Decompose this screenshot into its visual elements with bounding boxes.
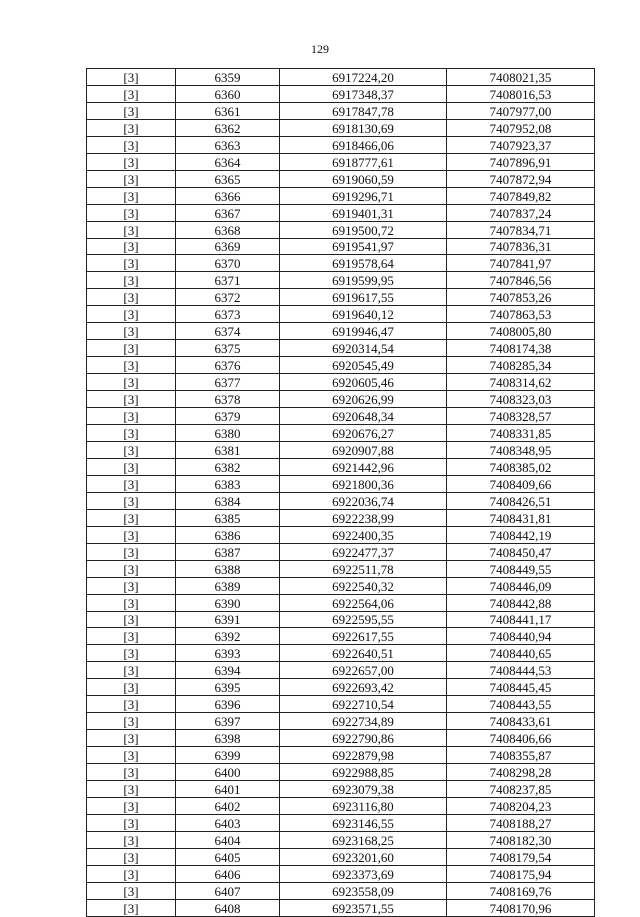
y-coordinate-cell: 7408237,85 — [447, 781, 595, 798]
row-reference-cell: [3] — [87, 611, 176, 628]
point-number-cell: 6362 — [176, 119, 280, 136]
x-coordinate-cell: 6919640,12 — [280, 306, 447, 323]
y-coordinate-cell: 7407849,82 — [447, 187, 595, 204]
table-row — [87, 611, 595, 628]
table-row — [87, 526, 595, 543]
row-reference-cell: [3] — [87, 764, 176, 781]
point-number-cell: 6390 — [176, 594, 280, 611]
y-coordinate-cell: 7408450,47 — [447, 543, 595, 560]
table-row — [87, 848, 595, 865]
x-coordinate-cell: 6922511,78 — [280, 560, 447, 577]
table-row — [87, 374, 595, 391]
point-number-cell: 6401 — [176, 781, 280, 798]
x-coordinate-cell: 6920907,88 — [280, 441, 447, 458]
x-coordinate-cell: 6922238,99 — [280, 509, 447, 526]
y-coordinate-cell: 7408204,23 — [447, 797, 595, 814]
row-reference-cell: [3] — [87, 85, 176, 102]
y-coordinate-cell: 7407872,94 — [447, 170, 595, 187]
point-number-cell: 6400 — [176, 764, 280, 781]
x-coordinate-cell: 6921800,36 — [280, 475, 447, 492]
x-coordinate-cell: 6919500,72 — [280, 221, 447, 238]
table-row — [87, 560, 595, 577]
row-reference-cell: [3] — [87, 781, 176, 798]
point-number-cell: 6404 — [176, 831, 280, 848]
x-coordinate-cell: 6922540,32 — [280, 577, 447, 594]
y-coordinate-cell: 7408169,76 — [447, 882, 595, 899]
table-row — [87, 865, 595, 882]
row-reference-cell: [3] — [87, 340, 176, 357]
point-number-cell: 6388 — [176, 560, 280, 577]
y-coordinate-cell: 7407841,97 — [447, 255, 595, 272]
point-number-cell: 6381 — [176, 441, 280, 458]
y-coordinate-cell: 7408179,54 — [447, 848, 595, 865]
y-coordinate-cell: 7408385,02 — [447, 458, 595, 475]
row-reference-cell: [3] — [87, 475, 176, 492]
y-coordinate-cell: 7408182,30 — [447, 831, 595, 848]
point-number-cell: 6363 — [176, 136, 280, 153]
point-number-cell: 6378 — [176, 391, 280, 408]
point-number-cell: 6368 — [176, 221, 280, 238]
point-number-cell: 6383 — [176, 475, 280, 492]
y-coordinate-cell: 7408188,27 — [447, 814, 595, 831]
row-reference-cell: [3] — [87, 306, 176, 323]
table-row — [87, 662, 595, 679]
y-coordinate-cell: 7408328,57 — [447, 408, 595, 425]
table-row — [87, 492, 595, 509]
x-coordinate-cell: 6922564,06 — [280, 594, 447, 611]
y-coordinate-cell: 7408323,03 — [447, 391, 595, 408]
y-coordinate-cell: 7408355,87 — [447, 747, 595, 764]
table-row — [87, 645, 595, 662]
row-reference-cell: [3] — [87, 509, 176, 526]
table-row — [87, 747, 595, 764]
row-reference-cell: [3] — [87, 831, 176, 848]
point-number-cell: 6399 — [176, 747, 280, 764]
y-coordinate-cell: 7408449,55 — [447, 560, 595, 577]
point-number-cell: 6377 — [176, 374, 280, 391]
x-coordinate-cell: 6919599,95 — [280, 272, 447, 289]
row-reference-cell: [3] — [87, 628, 176, 645]
row-reference-cell: [3] — [87, 238, 176, 255]
row-reference-cell: [3] — [87, 408, 176, 425]
table-row — [87, 323, 595, 340]
row-reference-cell: [3] — [87, 204, 176, 221]
row-reference-cell: [3] — [87, 119, 176, 136]
point-number-cell: 6365 — [176, 170, 280, 187]
x-coordinate-cell: 6923146,55 — [280, 814, 447, 831]
x-coordinate-cell: 6923116,80 — [280, 797, 447, 814]
row-reference-cell: [3] — [87, 848, 176, 865]
point-number-cell: 6367 — [176, 204, 280, 221]
point-number-cell: 6384 — [176, 492, 280, 509]
point-number-cell: 6371 — [176, 272, 280, 289]
point-number-cell: 6385 — [176, 509, 280, 526]
table-row — [87, 713, 595, 730]
y-coordinate-cell: 7408440,94 — [447, 628, 595, 645]
x-coordinate-cell: 6920314,54 — [280, 340, 447, 357]
y-coordinate-cell: 7408433,61 — [447, 713, 595, 730]
y-coordinate-cell: 7407896,91 — [447, 153, 595, 170]
y-coordinate-cell: 7408331,85 — [447, 425, 595, 442]
row-reference-cell: [3] — [87, 814, 176, 831]
row-reference-cell: [3] — [87, 747, 176, 764]
x-coordinate-cell: 6919060,59 — [280, 170, 447, 187]
table-row — [87, 136, 595, 153]
table-row — [87, 628, 595, 645]
x-coordinate-cell: 6923373,69 — [280, 865, 447, 882]
table-row — [87, 764, 595, 781]
row-reference-cell: [3] — [87, 797, 176, 814]
y-coordinate-cell: 7407846,56 — [447, 272, 595, 289]
table-row — [87, 102, 595, 119]
x-coordinate-cell: 6922400,35 — [280, 526, 447, 543]
y-coordinate-cell: 7408444,53 — [447, 662, 595, 679]
x-coordinate-cell: 6922879,98 — [280, 747, 447, 764]
table-row — [87, 425, 595, 442]
table-row — [87, 306, 595, 323]
x-coordinate-cell: 6922595,55 — [280, 611, 447, 628]
x-coordinate-cell: 6920626,99 — [280, 391, 447, 408]
y-coordinate-cell: 7408441,17 — [447, 611, 595, 628]
y-coordinate-cell: 7407977,00 — [447, 102, 595, 119]
table-row — [87, 577, 595, 594]
row-reference-cell: [3] — [87, 391, 176, 408]
table-row — [87, 458, 595, 475]
table-row — [87, 153, 595, 170]
row-reference-cell: [3] — [87, 357, 176, 374]
row-reference-cell: [3] — [87, 492, 176, 509]
table-row — [87, 85, 595, 102]
y-coordinate-cell: 7408175,94 — [447, 865, 595, 882]
row-reference-cell: [3] — [87, 323, 176, 340]
table-row — [87, 69, 595, 86]
row-reference-cell: [3] — [87, 289, 176, 306]
y-coordinate-cell: 7408348,95 — [447, 441, 595, 458]
x-coordinate-cell: 6922734,89 — [280, 713, 447, 730]
point-number-cell: 6376 — [176, 357, 280, 374]
x-coordinate-cell: 6923168,25 — [280, 831, 447, 848]
table-row — [87, 509, 595, 526]
table-row — [87, 814, 595, 831]
y-coordinate-cell: 7408406,66 — [447, 730, 595, 747]
row-reference-cell: [3] — [87, 662, 176, 679]
table-row — [87, 882, 595, 899]
x-coordinate-cell: 6917348,37 — [280, 85, 447, 102]
point-number-cell: 6374 — [176, 323, 280, 340]
x-coordinate-cell: 6922036,74 — [280, 492, 447, 509]
point-number-cell: 6407 — [176, 882, 280, 899]
point-number-cell: 6375 — [176, 340, 280, 357]
table-row — [87, 679, 595, 696]
x-coordinate-cell: 6922640,51 — [280, 645, 447, 662]
point-number-cell: 6391 — [176, 611, 280, 628]
y-coordinate-cell: 7408409,66 — [447, 475, 595, 492]
x-coordinate-cell: 6917224,20 — [280, 69, 447, 86]
x-coordinate-cell: 6920676,27 — [280, 425, 447, 442]
table-row — [87, 238, 595, 255]
point-number-cell: 6366 — [176, 187, 280, 204]
point-number-cell: 6372 — [176, 289, 280, 306]
row-reference-cell: [3] — [87, 560, 176, 577]
row-reference-cell: [3] — [87, 170, 176, 187]
x-coordinate-cell: 6923571,55 — [280, 899, 447, 916]
y-coordinate-cell: 7407863,53 — [447, 306, 595, 323]
y-coordinate-cell: 7407853,26 — [447, 289, 595, 306]
x-coordinate-cell: 6922988,85 — [280, 764, 447, 781]
table-row — [87, 797, 595, 814]
table-row — [87, 255, 595, 272]
point-number-cell: 6408 — [176, 899, 280, 916]
point-number-cell: 6402 — [176, 797, 280, 814]
coordinates-table — [86, 68, 595, 917]
coordinates-table-body — [87, 69, 595, 917]
point-number-cell: 6395 — [176, 679, 280, 696]
y-coordinate-cell: 7407834,71 — [447, 221, 595, 238]
y-coordinate-cell: 7408443,55 — [447, 696, 595, 713]
x-coordinate-cell: 6922477,37 — [280, 543, 447, 560]
table-row — [87, 730, 595, 747]
point-number-cell: 6380 — [176, 425, 280, 442]
row-reference-cell: [3] — [87, 713, 176, 730]
row-reference-cell: [3] — [87, 102, 176, 119]
point-number-cell: 6398 — [176, 730, 280, 747]
y-coordinate-cell: 7408426,51 — [447, 492, 595, 509]
row-reference-cell: [3] — [87, 458, 176, 475]
y-coordinate-cell: 7408021,35 — [447, 69, 595, 86]
y-coordinate-cell: 7407923,37 — [447, 136, 595, 153]
y-coordinate-cell: 7408170,96 — [447, 899, 595, 916]
point-number-cell: 6392 — [176, 628, 280, 645]
row-reference-cell: [3] — [87, 543, 176, 560]
x-coordinate-cell: 6918130,69 — [280, 119, 447, 136]
table-row — [87, 831, 595, 848]
x-coordinate-cell: 6917847,78 — [280, 102, 447, 119]
point-number-cell: 6364 — [176, 153, 280, 170]
table-row — [87, 289, 595, 306]
point-number-cell: 6379 — [176, 408, 280, 425]
table-row — [87, 408, 595, 425]
x-coordinate-cell: 6922657,00 — [280, 662, 447, 679]
point-number-cell: 6406 — [176, 865, 280, 882]
x-coordinate-cell: 6922693,42 — [280, 679, 447, 696]
row-reference-cell: [3] — [87, 441, 176, 458]
row-reference-cell: [3] — [87, 645, 176, 662]
table-row — [87, 441, 595, 458]
y-coordinate-cell: 7407836,31 — [447, 238, 595, 255]
table-row — [87, 594, 595, 611]
y-coordinate-cell: 7407952,08 — [447, 119, 595, 136]
x-coordinate-cell: 6923079,38 — [280, 781, 447, 798]
y-coordinate-cell: 7408174,38 — [447, 340, 595, 357]
y-coordinate-cell: 7408005,80 — [447, 323, 595, 340]
table-row — [87, 696, 595, 713]
point-number-cell: 6382 — [176, 458, 280, 475]
table-row — [87, 187, 595, 204]
row-reference-cell: [3] — [87, 425, 176, 442]
y-coordinate-cell: 7408442,88 — [447, 594, 595, 611]
point-number-cell: 6394 — [176, 662, 280, 679]
row-reference-cell: [3] — [87, 221, 176, 238]
x-coordinate-cell: 6918466,06 — [280, 136, 447, 153]
y-coordinate-cell: 7408445,45 — [447, 679, 595, 696]
y-coordinate-cell: 7408314,62 — [447, 374, 595, 391]
x-coordinate-cell: 6919617,55 — [280, 289, 447, 306]
x-coordinate-cell: 6919946,47 — [280, 323, 447, 340]
row-reference-cell: [3] — [87, 272, 176, 289]
point-number-cell: 6370 — [176, 255, 280, 272]
table-row — [87, 170, 595, 187]
point-number-cell: 6369 — [176, 238, 280, 255]
table-row — [87, 119, 595, 136]
x-coordinate-cell: 6923201,60 — [280, 848, 447, 865]
x-coordinate-cell: 6918777,61 — [280, 153, 447, 170]
table-row — [87, 391, 595, 408]
table-row — [87, 221, 595, 238]
point-number-cell: 6359 — [176, 69, 280, 86]
x-coordinate-cell: 6922710,54 — [280, 696, 447, 713]
table-row — [87, 272, 595, 289]
point-number-cell: 6396 — [176, 696, 280, 713]
y-coordinate-cell: 7408442,19 — [447, 526, 595, 543]
table-row — [87, 543, 595, 560]
table-row — [87, 781, 595, 798]
y-coordinate-cell: 7408016,53 — [447, 85, 595, 102]
x-coordinate-cell: 6921442,96 — [280, 458, 447, 475]
x-coordinate-cell: 6919401,31 — [280, 204, 447, 221]
point-number-cell: 6361 — [176, 102, 280, 119]
x-coordinate-cell: 6919578,64 — [280, 255, 447, 272]
point-number-cell: 6389 — [176, 577, 280, 594]
table-row — [87, 204, 595, 221]
x-coordinate-cell: 6919541,97 — [280, 238, 447, 255]
row-reference-cell: [3] — [87, 882, 176, 899]
row-reference-cell: [3] — [87, 594, 176, 611]
row-reference-cell: [3] — [87, 136, 176, 153]
x-coordinate-cell: 6922617,55 — [280, 628, 447, 645]
row-reference-cell: [3] — [87, 577, 176, 594]
point-number-cell: 6403 — [176, 814, 280, 831]
row-reference-cell: [3] — [87, 679, 176, 696]
x-coordinate-cell: 6923558,09 — [280, 882, 447, 899]
point-number-cell: 6386 — [176, 526, 280, 543]
page-number: 129 — [311, 42, 329, 56]
point-number-cell: 6387 — [176, 543, 280, 560]
table-row — [87, 340, 595, 357]
point-number-cell: 6397 — [176, 713, 280, 730]
row-reference-cell: [3] — [87, 730, 176, 747]
table-row — [87, 899, 595, 916]
table-row — [87, 357, 595, 374]
row-reference-cell: [3] — [87, 899, 176, 916]
x-coordinate-cell: 6920545,49 — [280, 357, 447, 374]
point-number-cell: 6373 — [176, 306, 280, 323]
row-reference-cell: [3] — [87, 153, 176, 170]
row-reference-cell: [3] — [87, 696, 176, 713]
y-coordinate-cell: 7408431,81 — [447, 509, 595, 526]
row-reference-cell: [3] — [87, 69, 176, 86]
x-coordinate-cell: 6922790,86 — [280, 730, 447, 747]
row-reference-cell: [3] — [87, 526, 176, 543]
y-coordinate-cell: 7408285,34 — [447, 357, 595, 374]
x-coordinate-cell: 6920605,46 — [280, 374, 447, 391]
y-coordinate-cell: 7408298,28 — [447, 764, 595, 781]
table-row — [87, 475, 595, 492]
point-number-cell: 6360 — [176, 85, 280, 102]
y-coordinate-cell: 7408446,09 — [447, 577, 595, 594]
point-number-cell: 6393 — [176, 645, 280, 662]
row-reference-cell: [3] — [87, 255, 176, 272]
row-reference-cell: [3] — [87, 187, 176, 204]
x-coordinate-cell: 6919296,71 — [280, 187, 447, 204]
y-coordinate-cell: 7407837,24 — [447, 204, 595, 221]
y-coordinate-cell: 7408440,65 — [447, 645, 595, 662]
row-reference-cell: [3] — [87, 374, 176, 391]
point-number-cell: 6405 — [176, 848, 280, 865]
row-reference-cell: [3] — [87, 865, 176, 882]
x-coordinate-cell: 6920648,34 — [280, 408, 447, 425]
